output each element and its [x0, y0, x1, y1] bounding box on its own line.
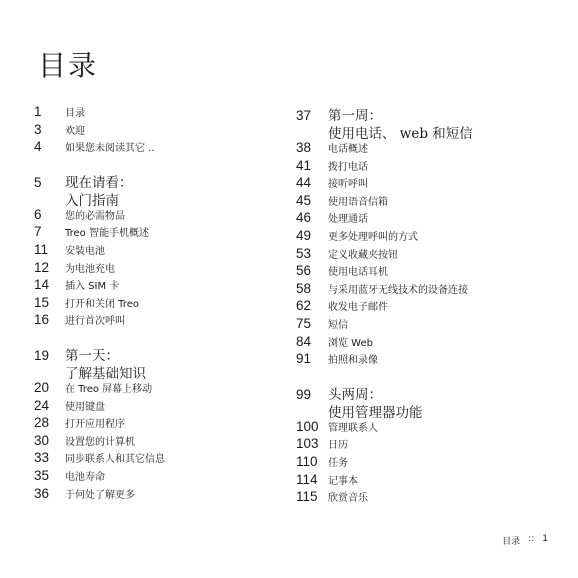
toc-section-subtitle: 使用电话、 web 和短信: [328, 126, 473, 142]
toc-entry[interactable]: [34, 224, 274, 242]
toc-entry[interactable]: [34, 242, 274, 260]
toc-entry[interactable]: [34, 260, 274, 278]
toc-entry-label: 处理通话: [328, 214, 368, 226]
toc-entry-page: 84: [296, 333, 312, 349]
toc-entry-label: 插入 SIM 卡: [65, 281, 120, 293]
toc-entry[interactable]: [34, 433, 274, 451]
toc-entry[interactable]: [34, 312, 274, 330]
toc-entry-label: 记事本: [328, 475, 358, 487]
toc-entry-label: 使用语音信箱: [328, 196, 388, 208]
toc-entry-label: 目录: [65, 108, 85, 119]
toc-entry[interactable]: [296, 158, 566, 176]
toc-entry-page: 28: [34, 415, 50, 431]
toc-entry-page: 62: [296, 298, 312, 314]
toc-section-subtitle: 入门指南: [65, 192, 119, 209]
toc-entry[interactable]: [34, 122, 274, 140]
toc-entry[interactable]: [296, 228, 566, 246]
toc-entry[interactable]: [296, 454, 566, 472]
toc-entry[interactable]: [34, 415, 274, 433]
toc-section[interactable]: [296, 383, 566, 419]
toc-entry-page: 33: [34, 450, 50, 466]
page-footer: [502, 534, 548, 547]
toc-entry-label: 拨打电话: [328, 161, 368, 173]
toc-entry-label: 进行首次呼叫: [65, 316, 125, 328]
toc-entry[interactable]: [296, 436, 566, 454]
toc-entry-page: 30: [34, 432, 50, 448]
toc-section-title: 第一周：: [328, 108, 382, 124]
toc-entry-page: 115: [296, 489, 318, 505]
toc-entry-page: 7: [34, 224, 42, 240]
toc-entry-label: 收发电子邮件: [328, 302, 388, 314]
toc-section[interactable]: [34, 171, 274, 207]
toc-section-page: 19: [34, 347, 50, 363]
toc-entry-page: 53: [296, 245, 312, 261]
toc-entry-label: 打开和关闭 Treo: [65, 298, 139, 310]
toc-entry-label: 日历: [328, 440, 348, 452]
toc-entry-page: 24: [34, 397, 50, 413]
toc-section-page: 99: [296, 386, 312, 402]
toc-entry-label: 接听呼叫: [328, 179, 368, 191]
toc-entry-page: 16: [34, 312, 50, 328]
toc-entry-label: 安装电池: [65, 245, 105, 257]
toc-entry-label: 欣赏音乐: [328, 493, 368, 505]
toc-entry-page: 46: [296, 210, 312, 226]
toc-entry[interactable]: [296, 193, 566, 211]
toc-entry-label: 拍照和录像: [328, 355, 378, 367]
toc-section-title: 第一天：: [65, 347, 119, 364]
toc-entry-page: 1: [34, 104, 42, 119]
toc-entry-page: 103: [296, 436, 319, 452]
toc-entry[interactable]: [296, 351, 566, 369]
toc-entry-page: 41: [296, 157, 312, 173]
toc-section-title: 头两周：: [328, 386, 382, 403]
toc-entry-page: 100: [296, 418, 319, 434]
toc-entry-label: 打开应用程序: [65, 419, 125, 431]
page-title: 目录: [38, 49, 99, 82]
toc-entry[interactable]: [34, 207, 274, 225]
toc-entry-page: 44: [296, 175, 312, 191]
toc-entry-label: 设置您的计算机: [65, 436, 135, 448]
toc-entry[interactable]: [34, 398, 274, 416]
toc-entry[interactable]: [296, 334, 566, 352]
toc-entry-page: 35: [34, 467, 50, 483]
toc-section[interactable]: [34, 344, 274, 380]
toc-entry-page: 12: [34, 259, 50, 275]
toc-entry-label: 如果您未阅读其它 ..: [65, 143, 155, 155]
toc-entry[interactable]: [296, 419, 566, 437]
toc-entry[interactable]: [296, 298, 566, 316]
toc-entry[interactable]: [296, 472, 566, 490]
footer-page-number: 1: [542, 534, 548, 544]
toc-entry-page: 114: [296, 471, 318, 487]
toc-entry[interactable]: [296, 281, 566, 299]
toc-entry[interactable]: [296, 246, 566, 264]
toc-entry-label: 您的必需物品: [65, 210, 125, 222]
toc-entry-label: 欢迎: [65, 125, 85, 137]
toc-entry[interactable]: [34, 468, 274, 486]
toc-entry[interactable]: [34, 277, 274, 295]
toc-section-subtitle: 使用管理器功能: [328, 404, 423, 421]
toc-entry-label: 使用电话耳机: [328, 267, 388, 279]
toc-entry-page: 45: [296, 192, 312, 208]
toc-entry-label: 更多处理呼叫的方式: [328, 231, 418, 243]
toc-entry[interactable]: [34, 486, 274, 504]
toc-entry-label: 浏览 Web: [328, 337, 373, 349]
toc-entry[interactable]: [296, 140, 566, 158]
toc-entry[interactable]: [34, 450, 274, 468]
toc-entry-label: 与采用蓝牙无线技术的设备连接: [328, 284, 468, 296]
toc-entry-page: 91: [296, 351, 312, 367]
toc-right-column: [296, 104, 566, 507]
toc-entry-page: 58: [296, 280, 312, 296]
toc-entry[interactable]: [34, 380, 274, 398]
toc-entry-label: 在 Treo 屏幕上移动: [65, 383, 153, 395]
toc-entry[interactable]: [34, 139, 274, 157]
toc-entry-label: 于何处了解更多: [65, 489, 135, 501]
toc-section[interactable]: [296, 104, 566, 140]
toc-entry-page: 6: [34, 206, 42, 222]
toc-entry-label: 为电池充电: [65, 263, 115, 275]
toc-entry-page: 110: [296, 453, 318, 469]
toc-entry[interactable]: [296, 316, 566, 334]
toc-entry-page: 20: [34, 379, 50, 395]
toc-entry-label: 定义收藏夹按钮: [328, 249, 398, 261]
toc-entry-label: 任务: [328, 457, 348, 469]
toc-entry[interactable]: [296, 175, 566, 193]
toc-section-page: 37: [296, 108, 312, 123]
toc-entry-label: Treo 智能手机概述: [65, 228, 149, 240]
toc-entry-label: 短信: [328, 319, 348, 331]
toc-section-page: 5: [34, 174, 42, 190]
toc-entry-page: 75: [296, 315, 312, 331]
toc-entry-page: 14: [34, 277, 50, 293]
toc-section-subtitle: 了解基础知识: [65, 365, 146, 382]
footer-separator: ::: [528, 534, 535, 544]
toc-entry-label: 电话概述: [328, 144, 368, 155]
toc-entry-label: 管理联系人: [328, 422, 378, 434]
toc-entry[interactable]: [34, 295, 274, 313]
footer-section-label: 目录: [502, 537, 521, 547]
toc-entry-label: 电池寿命: [65, 471, 105, 483]
toc-entry-page: 38: [296, 140, 312, 155]
toc-entry-label: 同步联系人和其它信息: [65, 454, 165, 466]
toc-entry[interactable]: [296, 489, 566, 507]
toc-entry-page: 56: [296, 263, 312, 279]
toc-entry[interactable]: [34, 104, 274, 122]
toc-entry-page: 3: [34, 121, 42, 137]
toc-entry-page: 49: [296, 227, 312, 243]
toc-entry[interactable]: [296, 210, 566, 228]
toc-entry[interactable]: [296, 263, 566, 281]
toc-entry-page: 15: [34, 294, 50, 310]
toc-entry-label: 使用键盘: [65, 401, 105, 413]
toc-entry-page: 11: [34, 241, 49, 257]
toc-left-column: [34, 104, 274, 503]
toc-entry-page: 36: [34, 485, 50, 501]
toc-entry-page: 4: [34, 139, 42, 155]
toc-section-title: 现在请看：: [65, 174, 133, 191]
